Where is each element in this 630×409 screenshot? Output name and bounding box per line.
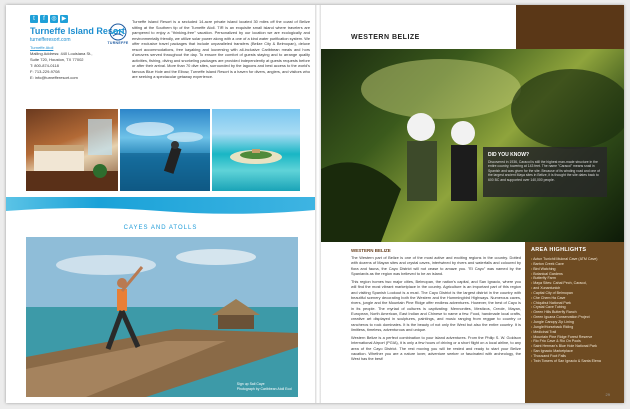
contact-line: Suite 720, Houston, TX 77002 [30,57,84,62]
section-heading: WESTERN BELIZE [351,248,391,253]
area-highlights-panel [525,242,624,403]
highlight-item: • San Ignacio Marketplace [531,349,618,354]
magazine-spread [6,5,624,403]
highlight-item: • Green Iguana Conservation Project [531,315,618,320]
did-you-know-text: Discovered in 1936, Caracol is still the highest man-made structure in the entire country, towering at 143 feet. The name "Caracol" means snail in Spanish and was given for the site. Because of its winding road and one of the largest ancient Maya sites in Belize, it is thought the site dates back to 600 BC and supported over 140,000 people. [488,160,600,182]
highlight-item: • Thousand Foot Falls [531,354,618,359]
contact-line: F: 713-229-9708 [30,69,60,74]
paragraph: Western Belize is a perfect combination to your island adventures. From the Philip S. W. Goldson International Airport (PGIA), it is only a few hours of driving or a short flight on a local airline, to any area of the Cayo District. The rest moving you will be rested and ready to start your Belize vacation. Whether you are a nature lover, adventure seeker or fascinated with archeology, the West has the best! [351,335,521,362]
highlight-item: • Capital City of Belmopan [531,291,618,296]
social-icons [30,15,68,23]
highlight-item: • Botanical Gardens [531,272,618,277]
highlight-item: • Mountain Pine Ridge Forest Reserve [531,335,618,340]
highlight-item: • Medicinal Trail [531,330,618,335]
highlight-item: • Actun Tunichil Muknal Cave (ATM Cave) [531,257,618,262]
banner-wave [6,205,315,217]
atoll-aerial-photo [212,109,300,191]
resort-name: Turneffe Island Resort [30,26,125,36]
contact-line: Turneffe Atoll [30,45,54,50]
contact-line: T: 800-874-0118 [30,63,59,68]
page-number: 29 [605,392,610,397]
logo-text: TURNEFFE [107,41,129,45]
jungle-scene [321,49,624,242]
instagram-icon[interactable]: ◎ [51,16,57,22]
youtube-icon[interactable]: ▶ [61,16,67,22]
diver-photo [120,109,210,191]
page-title: WESTERN BELIZE [351,34,420,41]
caption-line: Photograph by Caribbean Atoll Ecol [236,386,292,391]
paragraph: The Western part of Belize is one of the most active and exciting regions in the country. Dotted with dozens of Mayan sites and crystal caves, intertwined by rivers and waterfalls and coloured by flora and fauna, the Cayo District will not cease to amaze you. "El Cayo" was named by the Spaniards as the region was believed to be an island. [351,255,521,276]
caption-line: Sign up Sail Caye [236,382,265,386]
contact-line: Mailing Address: 440 Louisiana St., [30,51,93,56]
turneffe-logo-icon [109,23,127,41]
turneffe-logo [107,23,129,57]
right-page [321,5,624,403]
highlight-item: • Jungle Canopy Zip Lining [531,320,618,325]
atoll-illustration [212,109,300,191]
highlight-item: • Butterfly Farm [531,276,618,281]
highlight-item: • Bird Watching [531,267,618,272]
article-body [351,255,521,365]
highlight-item: • Saint Herman's Blue Hole National Park [531,344,618,349]
section-title-cayes: CAYES AND ATOLLS [123,225,198,231]
contact-line: E: info@turnefferesort.com [30,75,78,80]
twitter-icon[interactable]: t [30,15,38,23]
facebook-icon[interactable]: f [40,15,48,23]
resort-description: Turneffe Island Resort is a secluded 14-acre private island located 30 miles off the coast of Belize sitting at the Southern tip of the Turneffe Atoll. TIR is an exquisite small island where travelers are pampered to enjoy a "thinking-free" vacation. Personalized by our location we are ecologically and environmentally friendly, we utilize solar power along with a one of a kind water purification system. We offer exclusive travel packages that include unparalleled transfers (Belize City & Belmopan), deluxe resort accommodations, free kayaking and louverslng with all-inclusive Caribbean meals and hors d'oeuvres served throughout the day. To ensure the comfort of guests staying and to arrange quality activities, fishing, diving and snorkeling packages are provided independently at guests requests before or after their arrival. More than 70 dive sites, surrounded by the lagoons and best access to the world's famous Blue Hole and the Elbow, Turneffe Island Resort is a haven for divers, anglers, and visitors who are seeking a spectacular getaway experience. [132,19,310,79]
highlights-list [531,257,618,364]
did-you-know-title: DID YOU KNOW? [488,152,530,158]
resort-url[interactable]: turnefferesort.com [30,37,71,43]
highlight-item: • Green Hills Butterfly Ranch [531,310,618,315]
did-you-know-box [483,147,607,197]
photo-caption [237,382,292,391]
highlight-item: • Rio Frio Cave & Rio On Pools [531,339,618,344]
room-illustration [26,109,118,191]
resort-room-photo [26,109,118,191]
left-page [6,5,315,403]
contact-info [30,45,110,81]
highlight-item: • Che Chem Ha Cave [531,296,618,301]
paragraph: This region homes two major cities, Belmopan, the nation's capital, and San Ignacio, where you will find the most vibrant marketplace in the country. Agriculture is an important part of this region and visiting Spanish Lookout is a must. The Cayo District is the largest district in the country with beautiful scenery decorating both the Western and the Hummingbird Highways. Numerous caves, rivers, jungle and the Mountain Pine Ridge offer endless adventures. However, the best of Cayo is in its people. The myriad of cultures is captivating: Mennonites, Mestizos, Creole, Mayan, European, North American, East Indian and Chinese to name a few. Food, handmade local crafts, creative art displayed in sculptures, paintings, and music ranging from reggae to country or rancheros to rock dominates. It is the beauty of not only the West but also the entire country. It is limitless, timeless, adventurous and unique. [351,279,521,332]
highlight-item: • Maya Sites: Cahal Pech, Caracol, [531,281,618,286]
highlight-item: • Jungle/Horseback Riding [531,325,618,330]
highlight-item: • Crystal Cave Tubing [531,305,618,310]
jungle-explorers-photo [321,49,624,242]
highlight-item: • Chiquibul National Park [531,301,618,306]
highlight-item: • Twin Towers of San Ignacio & Santa Elena [531,359,618,364]
diver-illustration [120,109,210,191]
caye-yoga-photo [26,237,298,397]
highlights-title: AREA HIGHLIGHTS [531,247,587,253]
highlight-item: • and Xunantunich [531,286,618,291]
dock-scene [26,237,298,397]
highlight-item: • Barton Creek Cave [531,262,618,267]
